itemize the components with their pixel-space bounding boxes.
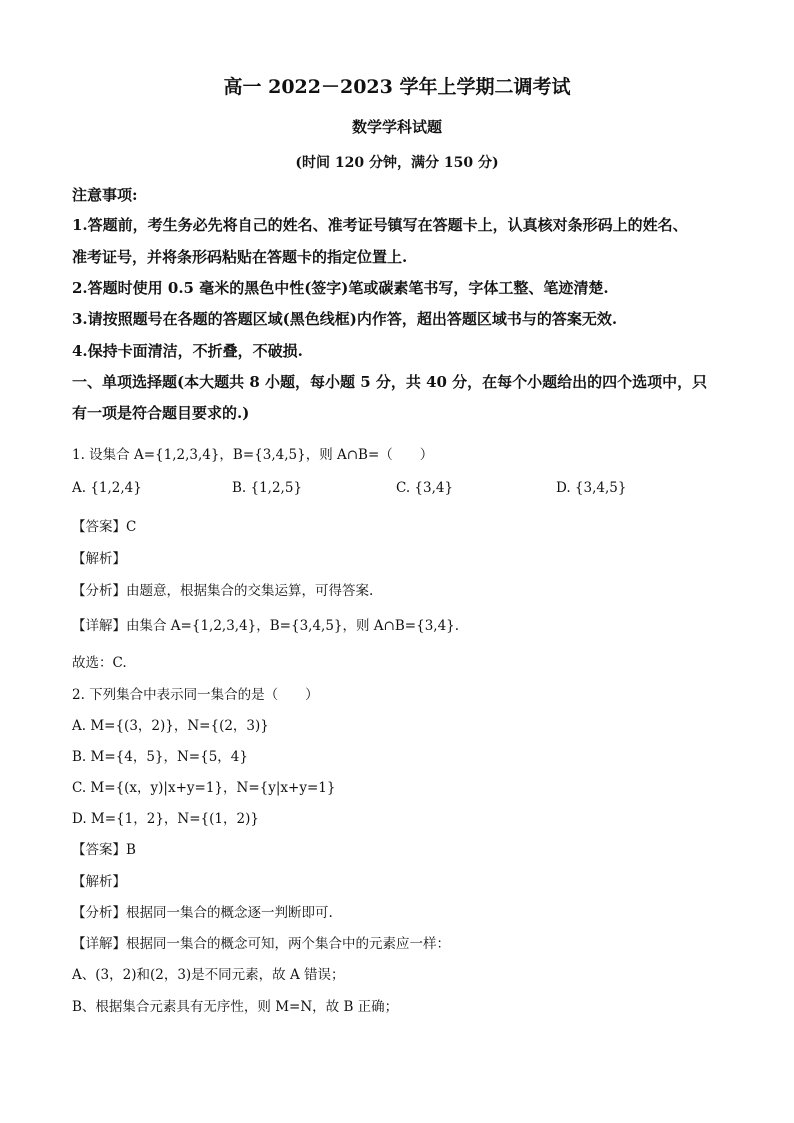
subject-title: 数学学科试题: [351, 118, 442, 136]
exam-title: 高一 2022－2023 学年上学期二调考试: [223, 76, 571, 98]
q2-line-b: B、根据集合元素具有无序性，则 M=N，故 B 正确；: [72, 999, 399, 1015]
note-item: 准考证号，并将条形码粘贴在答题卡的指定位置上.: [72, 248, 408, 266]
section-heading: 一、单项选择题(本大题共 8 小题，每小题 5 分，共 40 分，在每个小题给出的四个选项中，只: [72, 373, 708, 391]
q1-option-b: B. {1,2,5}: [232, 480, 303, 496]
note-item: 2.答题时使用 0.5 毫米的黑色中性(签字)笔或碳素笔书写，字体工整、笔迹清楚.: [72, 279, 609, 297]
q1-answer: 【答案】C: [72, 519, 137, 535]
note-item: 4.保持卡面清洁，不折叠，不破损.: [72, 342, 303, 360]
q1-fenxi: 【分析】由题意，根据集合的交集运算，可得答案.: [72, 583, 374, 599]
q2-option-b: B. M={4，5}，N={5，4}: [72, 749, 248, 765]
question-1-stem: 1. 设集合 A={1,2,3,4}，B={3,4,5}，则 A∩B=（ ）: [72, 447, 434, 463]
q1-analysis-label: 【解析】: [72, 551, 126, 567]
q1-xiangjie: 【详解】由集合 A={1,2,3,4}，B={3,4,5}，则 A∩B={3,4}.: [72, 618, 460, 634]
q2-option-a: A. M={(3，2)}，N={(2，3)}: [72, 718, 269, 734]
notes-heading: 注意事项:: [72, 186, 138, 204]
q2-option-d: D. M={1，2}，N={(1，2)}: [72, 811, 259, 827]
q2-answer: 【答案】B: [72, 842, 136, 858]
q2-option-c: C. M={(x，y)|x+y=1}，N={y|x+y=1}: [72, 780, 336, 796]
q1-option-c: C. {3,4}: [396, 480, 454, 496]
question-2-stem: 2. 下列集合中表示同一集合的是（ ）: [72, 687, 319, 703]
q2-line-a: A、(3，2)和(2，3)是不同元素，故 A 错误；: [72, 967, 345, 983]
time-info: (时间 120 分钟，满分 150 分): [295, 155, 499, 171]
q2-analysis-label: 【解析】: [72, 874, 126, 890]
q1-option-a: A. {1,2,4}: [72, 480, 142, 496]
q1-option-d: D. {3,4,5}: [556, 480, 627, 496]
q1-conclusion: 故选：C.: [72, 655, 127, 671]
note-item: 3.请按照题号在各题的答题区域(黑色线框)内作答，超出答题区域书与的答案无效.: [72, 310, 618, 328]
q2-xiangjie: 【详解】根据同一集合的概念可知，两个集合中的元素应一样：: [72, 936, 450, 952]
q2-fenxi: 【分析】根据同一集合的概念逐一判断即可.: [72, 905, 333, 921]
note-item: 1.答题前，考生务必先将自己的姓名、准考证号镇写在答题卡上，认真核对条形码上的姓名、: [72, 216, 688, 234]
section-heading-cont: 有一项是符合题目要求的.): [72, 404, 250, 422]
